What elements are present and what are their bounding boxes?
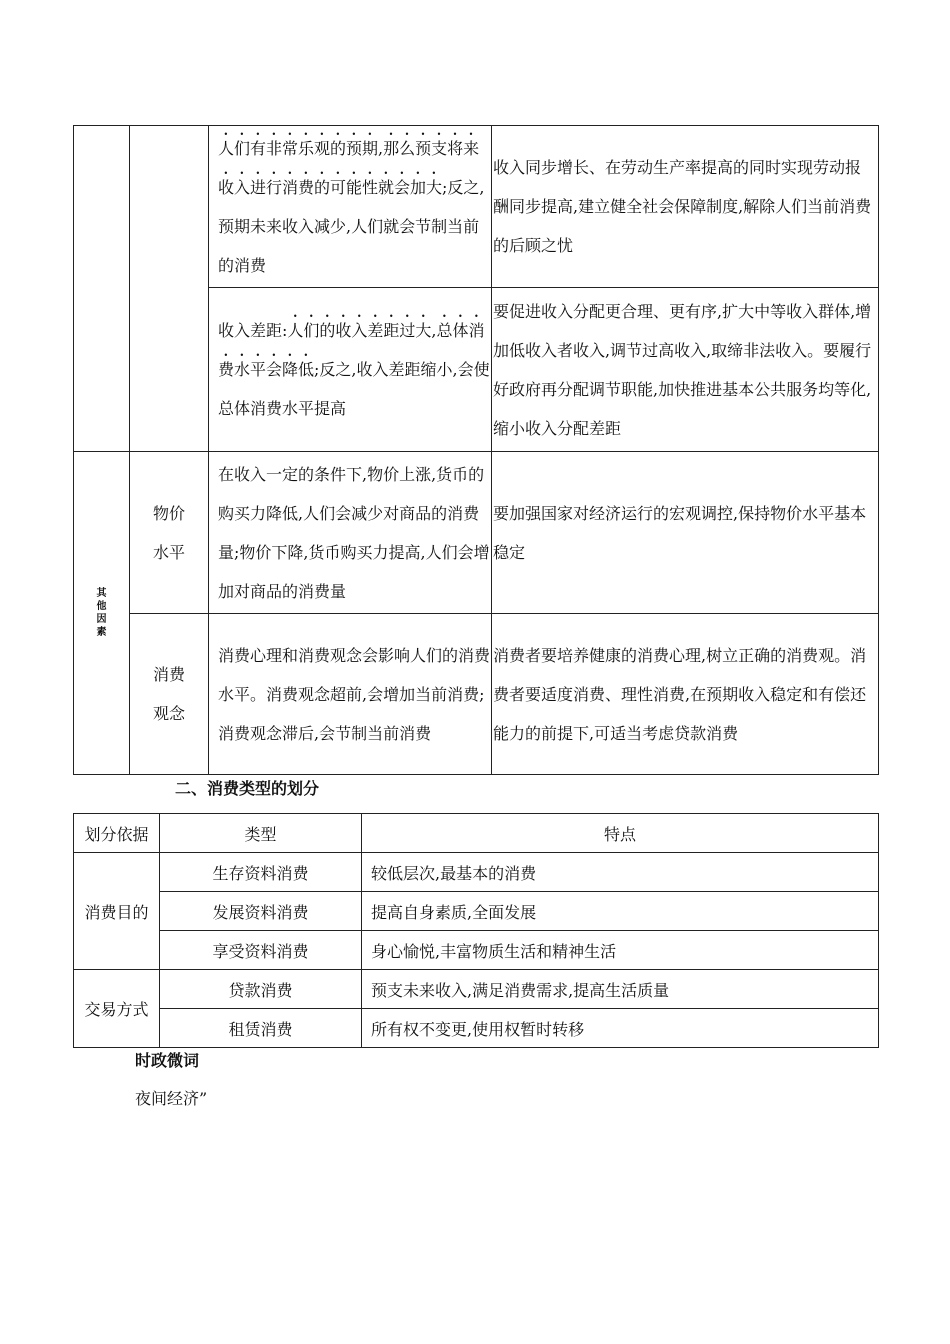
feature-cell: 身心愉悦,丰富物质生活和精神生活 [362, 931, 879, 970]
feature-cell: 预支未来收入,满足消费需求,提高生活质量 [362, 970, 879, 1009]
factor-label: 物价水平 [152, 503, 185, 562]
factor-label: 消费观念 [152, 665, 185, 723]
description-cell [209, 288, 492, 452]
section-heading: 二、消费类型的划分 [175, 779, 320, 798]
table-row [74, 614, 879, 775]
table-header-row [74, 814, 879, 853]
type-cell: 租赁消费 [160, 1009, 362, 1048]
type-cell: 享受资料消费 [160, 931, 362, 970]
description-cell: 在收入一定的条件下,物价上涨,货币的购买力降低,人们会减少对商品的消费量;物价下降,货币购买力提高,人们会增加对商品的消费量 [209, 452, 492, 614]
description-text: ;反之,收入差距缩小,会使总体消费水平提高 [218, 360, 490, 418]
description-cell [209, 126, 492, 288]
type-cell: 生存资料消费 [160, 853, 362, 892]
group-cell: 消费目的 [74, 853, 160, 970]
category-cell-empty [74, 126, 130, 452]
feature-cell: 所有权不变更,使用权暂时转移 [362, 1009, 879, 1048]
feature-cell: 较低层次,最基本的消费 [362, 853, 879, 892]
category-label: 其他因素 [96, 588, 107, 638]
consumption-factors-table [73, 125, 879, 775]
table-row [74, 1009, 879, 1048]
factor-cell-empty [130, 126, 209, 452]
measure-cell: 要加强国家对经济运行的宏观调控,保持物价水平基本稳定 [492, 452, 879, 614]
table-row [74, 931, 879, 970]
measure-cell: 消费者要培养健康的消费心理,树立正确的消费观。消费者要适度消费、理性消费,在预期收入稳定和有偿还能力的前提下,可适当考虑贷款消费 [492, 614, 879, 775]
factor-cell [130, 452, 209, 614]
table-row [74, 970, 879, 1009]
factor-cell [130, 614, 209, 775]
column-header: 类型 [160, 814, 362, 853]
group-cell: 交易方式 [74, 970, 160, 1048]
column-header: 划分依据 [74, 814, 160, 853]
table-row [74, 126, 879, 288]
measure-cell: 收入同步增长、在劳动生产率提高的同时实现劳动报酬同步提高,建立健全社会保障制度,解除人们当前消费的后顾之忧 [492, 126, 879, 288]
table-row [74, 892, 879, 931]
emphasized-text: 人们有非常乐观的预期,那么预支将来收入进行消费的可能性就会加大; [218, 138, 480, 197]
measure-cell: 要促进收入分配更合理、更有序,扩大中等收入群体,增加低收入者收入,调节过高收入,取缔非法收入。要履行好政府再分配调节职能,加快推进基本公共服务均等化,缩小收入分配差距 [492, 288, 879, 452]
type-cell: 贷款消费 [160, 970, 362, 1009]
description-text: 收入差距: [218, 321, 288, 340]
consumption-types-table [73, 813, 879, 1048]
emphasized-text: 人们的收入差距过大,总体消费水平会降低 [218, 321, 485, 379]
table-row [74, 452, 879, 614]
body-text: 夜间经济” [135, 1089, 208, 1108]
feature-cell: 提高自身素质,全面发展 [362, 892, 879, 931]
category-cell-other-factors [74, 452, 130, 775]
description-cell: 消费心理和消费观念会影响人们的消费水平。消费观念超前,会增加当前消费;消费观念滞后,会节制当前消费 [209, 614, 492, 775]
section-heading: 时政微词 [135, 1051, 200, 1070]
description-text: 反之,预期未来收入减少,人们就会节制当前的消费 [218, 177, 485, 275]
type-cell: 发展资料消费 [160, 892, 362, 931]
table-row [74, 853, 879, 892]
column-header: 特点 [362, 814, 879, 853]
